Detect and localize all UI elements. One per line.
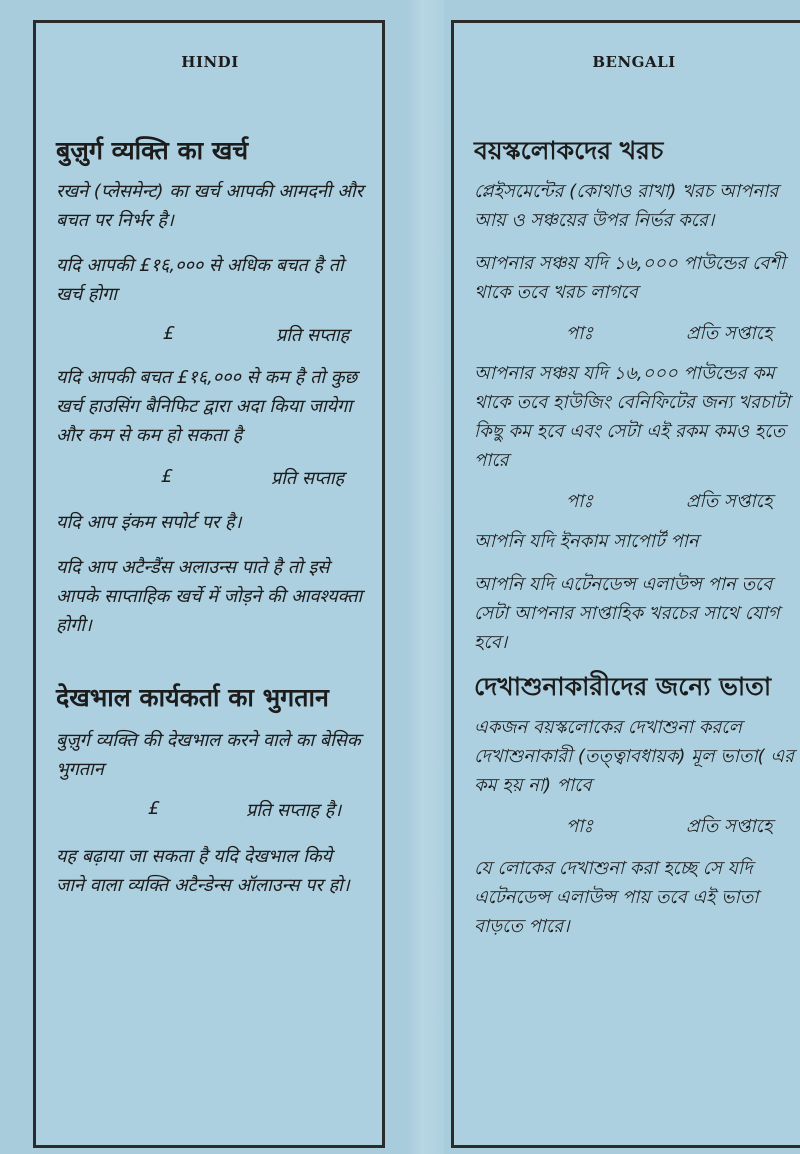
hindi-carer-heading: देखभाल कार्यकर्ता का भुगतान <box>56 683 329 712</box>
bengali-rate-1-period: প্রতি সপ্তাহে <box>686 323 773 344</box>
hindi-title: HINDI <box>181 53 239 71</box>
hindi-income-support: यदि आप इंकम सपोर्ट पर है। <box>56 512 242 533</box>
hindi-rate-1 <box>56 323 364 353</box>
hindi-rate-2-period: प्रति सप्ताह <box>271 468 345 489</box>
bengali-rate-2 <box>474 487 794 517</box>
hindi-carer-increase: यह बढ़ाया जा सकता है यदि देखभाल किये जाने वाला व्यक्ति अटैन्डेन्स ऑलाउन्स पर हो। <box>56 846 350 896</box>
hindi-cost-intro: रखने (प्लेसमेन्ट) का खर्च आपकी आमदनी और बचत पर निर्भर है। <box>56 181 364 231</box>
bengali-rate-3-currency: পাঃ <box>566 816 594 837</box>
bengali-rate-3-period: প্রতি সপ্তাহে <box>686 816 773 837</box>
hindi-rate-3 <box>56 798 364 828</box>
bengali-rate-3 <box>474 812 794 842</box>
bengali-cost-heading: বয়স্কলোকদের খরচ <box>474 136 664 165</box>
bengali-title: BENGALI <box>592 53 676 71</box>
bengali-carer-basic: একজন বয়স্কলোকের দেখাশুনা করলে দেখাশুনাকারী (তত্ত্বাবধায়ক) মূল ভাতা( এর কম হয় না) পাবে <box>474 717 794 796</box>
bengali-cost-intro: প্লেইসমেন্টের (কোথাও রাখা) খরচ আপনার আয় ও সঞ্চয়ের উপর নির্ভর করে। <box>474 181 779 231</box>
hindi-rate-3-period: प्रति सप्ताह है। <box>246 800 342 821</box>
hindi-rate-2 <box>56 466 364 496</box>
hindi-rate-3-currency: £ <box>148 798 160 819</box>
bengali-under-savings: আপনার সঞ্চয় যদি ১৬,০০০ পাউন্ডের কম থাকে তবে হাউজিং বেনিফিটের জন্য খরচাটা কিছু কম হবে এবং সেটা এই রকম কমও হতে পারে <box>474 363 790 471</box>
hindi-under-savings: यदि आपकी बचत £१६,००० से कम है तो कुछ खर्च हाउसिंग बैनिफिट द्वारा अदा किया जायेगा और कम से कम हो सकता है <box>56 367 358 446</box>
bengali-income-support: আপনি যদি ইনকাম সাপোর্ট পান <box>474 531 699 552</box>
bengali-carer-increase: যে লোকের দেখাশুনা করা হচ্ছে সে যদি এটেনডেন্স এলাউন্স পায় তবে এই ভাতা বাড়তে পারে। <box>474 858 759 937</box>
hindi-panel <box>33 20 385 1148</box>
bengali-panel <box>451 20 800 1148</box>
bengali-rate-1 <box>474 319 794 349</box>
hindi-rate-2-currency: £ <box>161 466 173 487</box>
bengali-rate-2-period: প্রতি সপ্তাহে <box>686 491 773 512</box>
bengali-rate-1-currency: পাঃ <box>566 323 594 344</box>
bengali-attendance: আপনি যদি এটেনডেন্স এলাউন্স পান তবে সেটা আপনার সাপ্তাহিক খরচের সাথে যোগ হবে। <box>474 574 780 653</box>
hindi-cost-heading: बुज़ुर्ग व्यक्ति का खर्च <box>56 136 249 165</box>
hindi-over-savings: यदि आपकी £१६,००० से अधिक बचत है तो खर्च होगा <box>56 255 344 305</box>
hindi-carer-basic: बुज़ुर्ग व्यक्ति की देखभाल करने वाले का बेसिक भुगतान <box>56 730 361 780</box>
hindi-rate-1-period: प्रति सप्ताह <box>276 325 350 346</box>
bengali-carer-heading: দেখাশুনাকারীদের জন্যে ভাতা <box>474 672 772 701</box>
page-fold <box>408 0 444 1154</box>
hindi-attendance: यदि आप अटैन्डैंस अलाउन्स पाते है तो इसे आपके साप्ताहिक खर्चे में जोड़ने की आवश्यक्ता होगी। <box>56 557 363 636</box>
bengali-rate-2-currency: পাঃ <box>566 491 594 512</box>
bengali-over-savings: আপনার সঞ্চয় যদি ১৬,০০০ পাউন্ডের বেশী থাকে তবে খরচ লাগবে <box>474 253 786 303</box>
hindi-rate-1-currency: £ <box>163 323 175 344</box>
